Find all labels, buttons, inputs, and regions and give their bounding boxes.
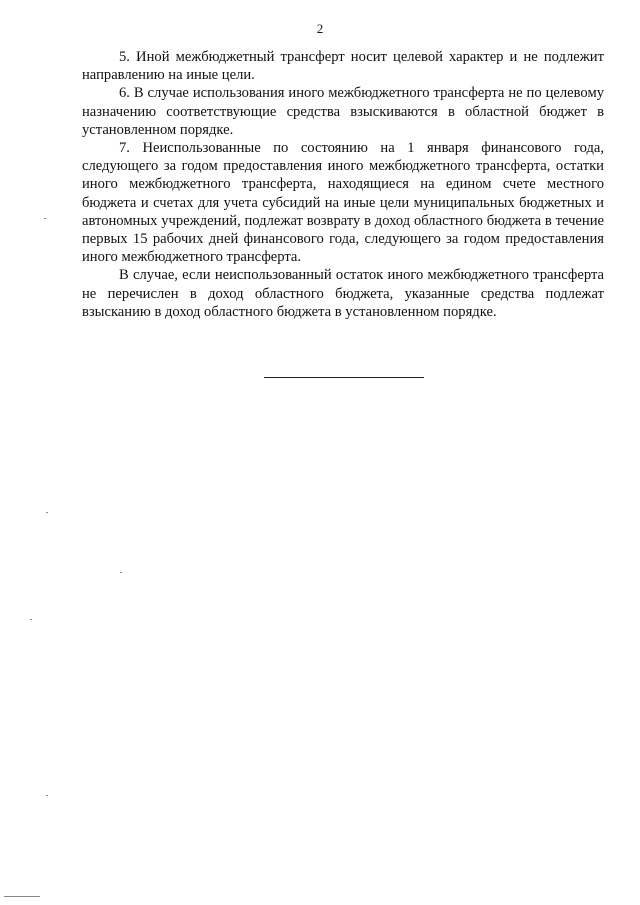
end-separator-line [264,377,424,378]
scan-speck [120,572,122,573]
page-number: 2 [316,21,324,36]
scan-speck [30,619,32,620]
scan-speck [46,512,48,513]
scan-speck [44,218,46,219]
paragraph-6: 6. В случае использования иного межбюджетного трансферта не по целевому назначению соответствующие средства взыскиваются в областной бюджет в установленном порядке. [82,85,604,138]
document-body [82,48,604,321]
paragraph-7-continuation: В случае, если неиспользованный остаток иного межбюджетного трансферта не перечислен в доход областного бюджета, указанные средства подлежат взысканию в доход областного бюджета в установленном порядке. [82,267,604,320]
paragraph-5: 5. Иной межбюджетный трансферт носит целевой характер и не подлежит направлению на иные цели. [82,49,604,84]
scan-edge-line [4,896,40,897]
scan-speck [46,795,48,796]
paragraph-7: 7. Неиспользованные по состоянию на 1 января финансового года, следующего за годом предоставления иного межбюджетного трансферта, остатки иного межбюджетного трансферта, находящиеся на едином счете местного бюджета и счетах для учета субсидий на иные цели муниципальных бюджетных и автономных учреждений, подлежат возврату в доход областного бюджета в течение первых 15 рабочих дней финансового года, следующего за годом предоставления иного межбюджетного трансферта. [82,140,604,266]
